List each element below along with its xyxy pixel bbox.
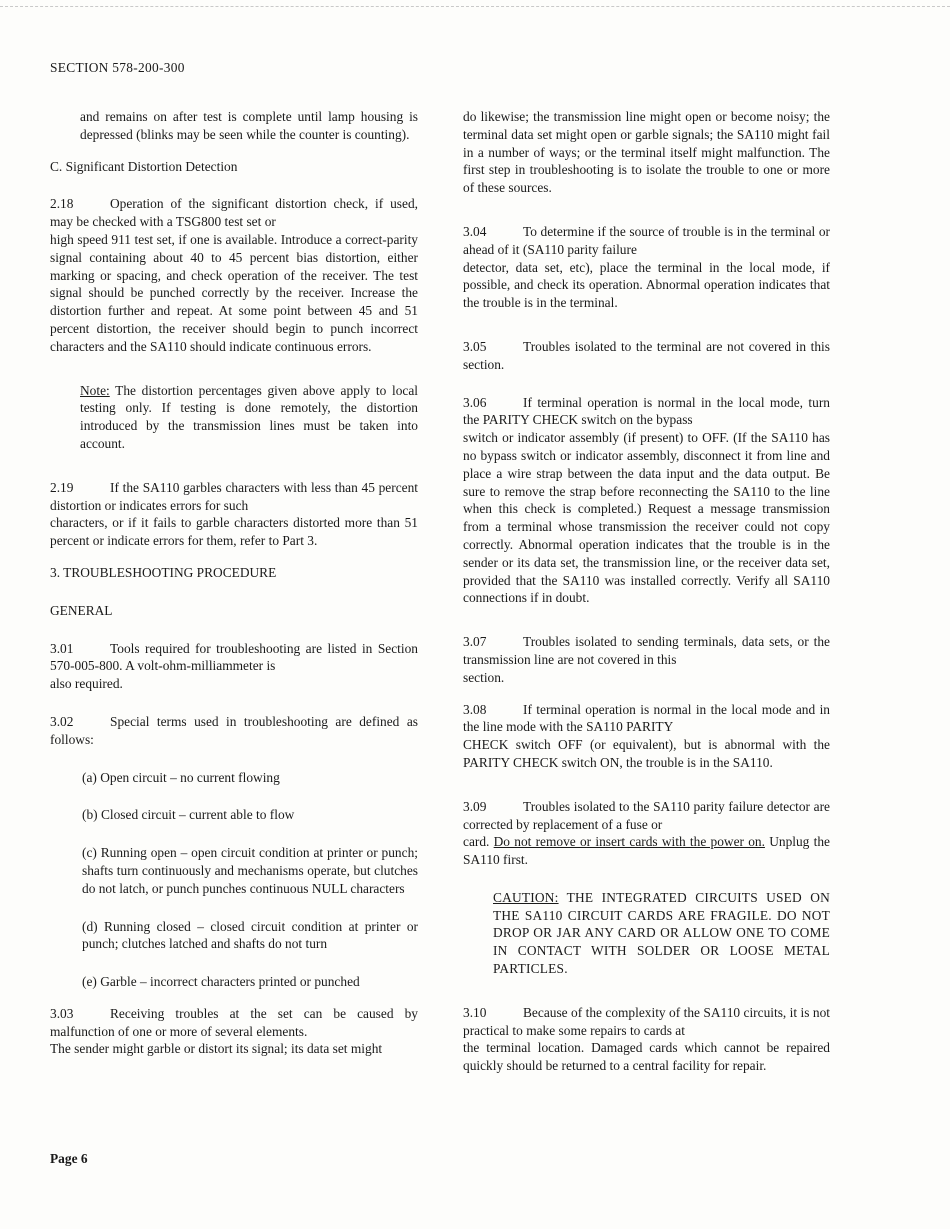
paragraph-number: 3.06 bbox=[463, 394, 487, 410]
paragraph-body: switch or indicator assembly (if present) to OFF. (If the SA110 has no bypass switch or indicator assembly, disconnect it from line and place a wire strap between the data input and the data output. Be sure to remove the strap before reconnecting the SA110 to the line when this check is completed.) Request a message transmission from a terminal whose transmission the receiver could not copy correctly. Abnormal operation indicates that the trouble is in the sender or its data set, the transmission line, or the receiver data set, provided that the SA110 was installed correctly. Verify all SA110 connections if in doubt. bbox=[463, 430, 830, 606]
paragraph-first-line: To determine if the source of trouble is in the terminal or ahead of it (SA110 parity failure bbox=[463, 223, 830, 257]
paragraph-first-line: If terminal operation is normal in the local mode and in the line mode with the SA110 PARITY bbox=[463, 701, 830, 735]
paragraph-3-05 bbox=[463, 338, 830, 374]
scan-edge-rule bbox=[0, 6, 950, 7]
paragraph-2-18 bbox=[50, 195, 418, 355]
paragraph-number: 3.05 bbox=[463, 338, 487, 354]
paragraph-first-line: Troubles isolated to sending terminals, data sets, or the transmission line are not covered in this bbox=[463, 634, 830, 667]
paragraph-first-line: Special terms used in troubleshooting are defined as follows: bbox=[50, 713, 418, 747]
paragraph-number: 3.02 bbox=[50, 713, 74, 729]
caution-block bbox=[463, 889, 830, 978]
paragraph-text: card. bbox=[463, 834, 494, 850]
caution-label: CAUTION: bbox=[493, 889, 559, 905]
paragraph-3-03 bbox=[50, 1005, 418, 1058]
paragraph-body: characters, or if it fails to garble characters distorted more than 51 percent or indicate errors for them, refer to Part 3. bbox=[50, 515, 418, 549]
paragraph-3-01 bbox=[50, 640, 418, 693]
paragraph-number: 3.01 bbox=[50, 640, 74, 656]
paragraph-number: 3.03 bbox=[50, 1005, 74, 1021]
paragraph-body: the terminal location. Damaged cards which cannot be repaired quickly should be returned to a central facility for repair. bbox=[463, 1040, 830, 1074]
heading-troubleshooting: 3. TROUBLESHOOTING PROCEDURE bbox=[50, 564, 277, 580]
paragraph-first-line: Operation of the significant distortion check, if used, may be checked with a TSG800 test set or bbox=[50, 196, 418, 230]
paragraph-2-19 bbox=[50, 479, 418, 550]
paragraph-first-line: Troubles isolated to the SA110 parity failure detector are corrected by replacement of a fuse or bbox=[463, 798, 830, 832]
paragraph-body: CHECK switch OFF (or equivalent), but is abnormal with the PARITY CHECK switch ON, the trouble is in the SA110. bbox=[463, 737, 830, 770]
paragraph-3-06 bbox=[463, 394, 830, 608]
term-open-circuit: (a) Open circuit – no current flowing bbox=[82, 769, 280, 785]
paragraph-first-line: If the SA110 garbles characters with less than 45 percent distortion or indicates errors for such bbox=[50, 479, 418, 513]
note-text: The distortion percentages given above apply to local testing only. If testing is done remotely, the distortion introduced by the transmission lines must be taken into account. bbox=[80, 382, 418, 451]
paragraph-number: 2.18 bbox=[50, 196, 74, 212]
paragraph-3-08 bbox=[463, 701, 830, 772]
term-garble: (e) Garble – incorrect characters printed or punched bbox=[82, 974, 360, 990]
paragraph-number: 3.04 bbox=[463, 223, 487, 239]
paragraph-body: The sender might garble or distort its signal; its data set might bbox=[50, 1041, 383, 1057]
term-running-open: (c) Running open – open circuit condition at printer or punch; shafts turn continuously and mechanisms operate, but clutches do not latch, or punch punches continuous NULL characters bbox=[82, 845, 418, 896]
heading-general: GENERAL bbox=[50, 602, 113, 618]
term-running-closed: (d) Running closed – closed circuit condition at printer or punch; clutches latched and shafts do not turn bbox=[82, 918, 418, 952]
paragraph-first-line: If terminal operation is normal in the local mode, turn the PARITY CHECK switch on the bypass bbox=[463, 394, 830, 428]
note-block bbox=[50, 382, 418, 453]
paragraph-number: 3.07 bbox=[463, 634, 487, 650]
paragraph-first-line: Because of the complexity of the SA110 circuits, it is not practical to make some repairs to cards at bbox=[463, 1004, 830, 1038]
paragraph-3-10 bbox=[463, 1004, 830, 1075]
continued-paragraph: do likewise; the transmission line might open or become noisy; the terminal data set might open or garble signals; the SA110 might fail in a number of ways; or the terminal itself might malfunction. The first step in troubleshooting is to isolate the trouble to one or more of these sources. bbox=[463, 109, 830, 196]
heading-significant-distortion: C. Significant Distortion Detection bbox=[50, 158, 238, 174]
warning-underlined: Do not remove or insert cards with the power on. bbox=[493, 834, 765, 850]
paragraph-first-line: Tools required for troubleshooting are listed in Section 570-005-800. A volt-ohm-milliammeter is bbox=[50, 640, 418, 674]
left-column bbox=[50, 108, 418, 1058]
paragraph-number: 3.09 bbox=[463, 798, 487, 814]
paragraph-first-line: Troubles isolated to the terminal are not covered in this section. bbox=[463, 338, 830, 372]
paragraph-number: 3.10 bbox=[463, 1004, 487, 1020]
paragraph-3-07 bbox=[463, 633, 830, 686]
paragraph-number: 3.08 bbox=[463, 701, 487, 717]
paragraph-body: high speed 911 test set, if one is available. Introduce a correct-parity signal containing about 40 to 45 percent bias distortion, either marking or spacing, and check operation of the receiver. The test signal should be punched correctly by the receiver. Increase the distortion further and repeat. At some point between 45 and 51 percent distortion, the receiver should begin to punch incorrect characters and the SA110 should indicate continuous errors. bbox=[50, 231, 418, 354]
paragraph-body: detector, data set, etc), place the terminal in the local mode, if possible, and check its operation. Abnormal operation indicates that the trouble is in the terminal. bbox=[463, 259, 830, 311]
paragraph-body bbox=[463, 833, 830, 869]
paragraph-body: also required. bbox=[50, 676, 123, 692]
page-number: Page 6 bbox=[50, 1151, 88, 1166]
paragraph-number: 2.19 bbox=[50, 479, 74, 495]
section-header: SECTION 578-200-300 bbox=[50, 60, 185, 75]
note-label: Note: bbox=[80, 382, 110, 398]
continued-paragraph: and remains on after test is complete until lamp housing is depressed (blinks may be seen while the counter is counting). bbox=[80, 109, 418, 142]
caution-text: THE INTEGRATED CIRCUITS USED ON THE SA110 CIRCUIT CARDS ARE FRAGILE. DO NOT DROP OR JAR ANY CARD OR ALLOW ONE TO COME IN CONTACT WITH SOLDER OR LOOSE METAL PARTICLES. bbox=[493, 889, 830, 977]
paragraph-body: section. bbox=[463, 669, 505, 685]
term-closed-circuit: (b) Closed circuit – current able to flow bbox=[82, 807, 295, 823]
paragraph-3-04 bbox=[463, 223, 830, 312]
paragraph-3-09 bbox=[463, 798, 830, 869]
paragraph-text: Unplug the SA110 first. bbox=[463, 834, 830, 868]
right-column bbox=[463, 108, 830, 1075]
paragraph-first-line: Receiving troubles at the set can be caused by malfunction of one or more of several elements. bbox=[50, 1005, 418, 1039]
paragraph-3-02 bbox=[50, 713, 418, 749]
